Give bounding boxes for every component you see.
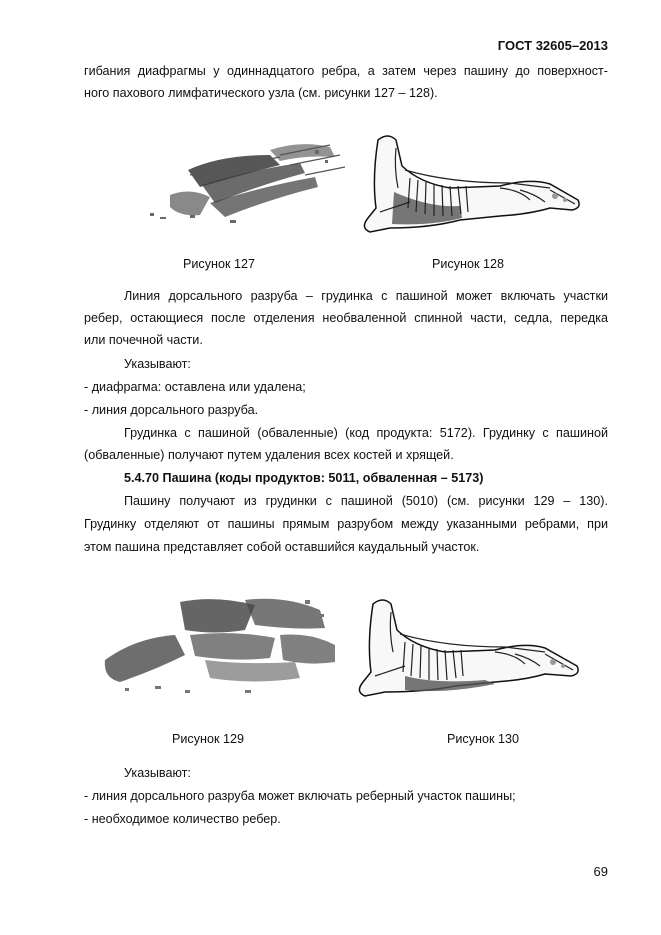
page-number: 69 [593, 864, 608, 879]
paragraph-line: Грудинку отделяют от пашины прямым разрубом между указанными ребрами, при [84, 517, 608, 531]
figure-128-caption: Рисунок 128 [432, 257, 505, 271]
paragraph-line: Грудинка с пашиной (обваленные) (код продукта: 5172). Грудинку с пашиной [124, 426, 608, 440]
paragraph-line: этом пашина представляет собой оставшийся каудальный участок. [84, 540, 480, 554]
paragraph-line: или почечной части. [84, 333, 203, 347]
list-item: - линия дорсального разруба может включать реберный участок пашины; [84, 789, 516, 803]
indicate-title: Указывают: [124, 766, 191, 780]
paragraph-line: ного пахового лимфатического узла (см. рисунки 127 – 128). [84, 86, 438, 100]
paragraph-line: Линия дорсального разруба – грудинка с пашиной может включать участки [124, 289, 608, 303]
list-item: - диафрагма: оставлена или удалена; [84, 380, 306, 394]
list-item: - необходимое количество ребер. [84, 812, 281, 826]
paragraph-line: (обваленные) получают путем удаления всех костей и хрящей. [84, 448, 454, 462]
figure-127-meat-cut [130, 125, 350, 235]
figure-129-caption: Рисунок 129 [172, 732, 245, 746]
paragraph-line: гибания диафрагмы у одиннадцатого ребра, а затем через пашину до поверхност- [84, 64, 608, 78]
figure-128-carcass-diagram [350, 128, 590, 240]
figure-127-caption: Рисунок 127 [183, 257, 256, 271]
figure-130-caption: Рисунок 130 [447, 732, 520, 746]
document-header: ГОСТ 32605–2013 [497, 38, 608, 53]
paragraph-line: ребер, остающиеся после отделения необваленной спинной части, седла, передка [84, 311, 608, 325]
figure-129-meat-cut [95, 590, 350, 700]
section-heading: 5.4.70 Пашина (коды продуктов: 5011, обваленная – 5173) [124, 471, 484, 485]
paragraph-line: Пашину получают из грудинки с пашиной (5010) (см. рисунки 129 – 130). [124, 494, 608, 508]
indicate-title: Указывают: [124, 357, 191, 371]
list-item: - линия дорсального разруба. [84, 403, 259, 417]
figure-130-carcass-diagram [345, 592, 585, 704]
